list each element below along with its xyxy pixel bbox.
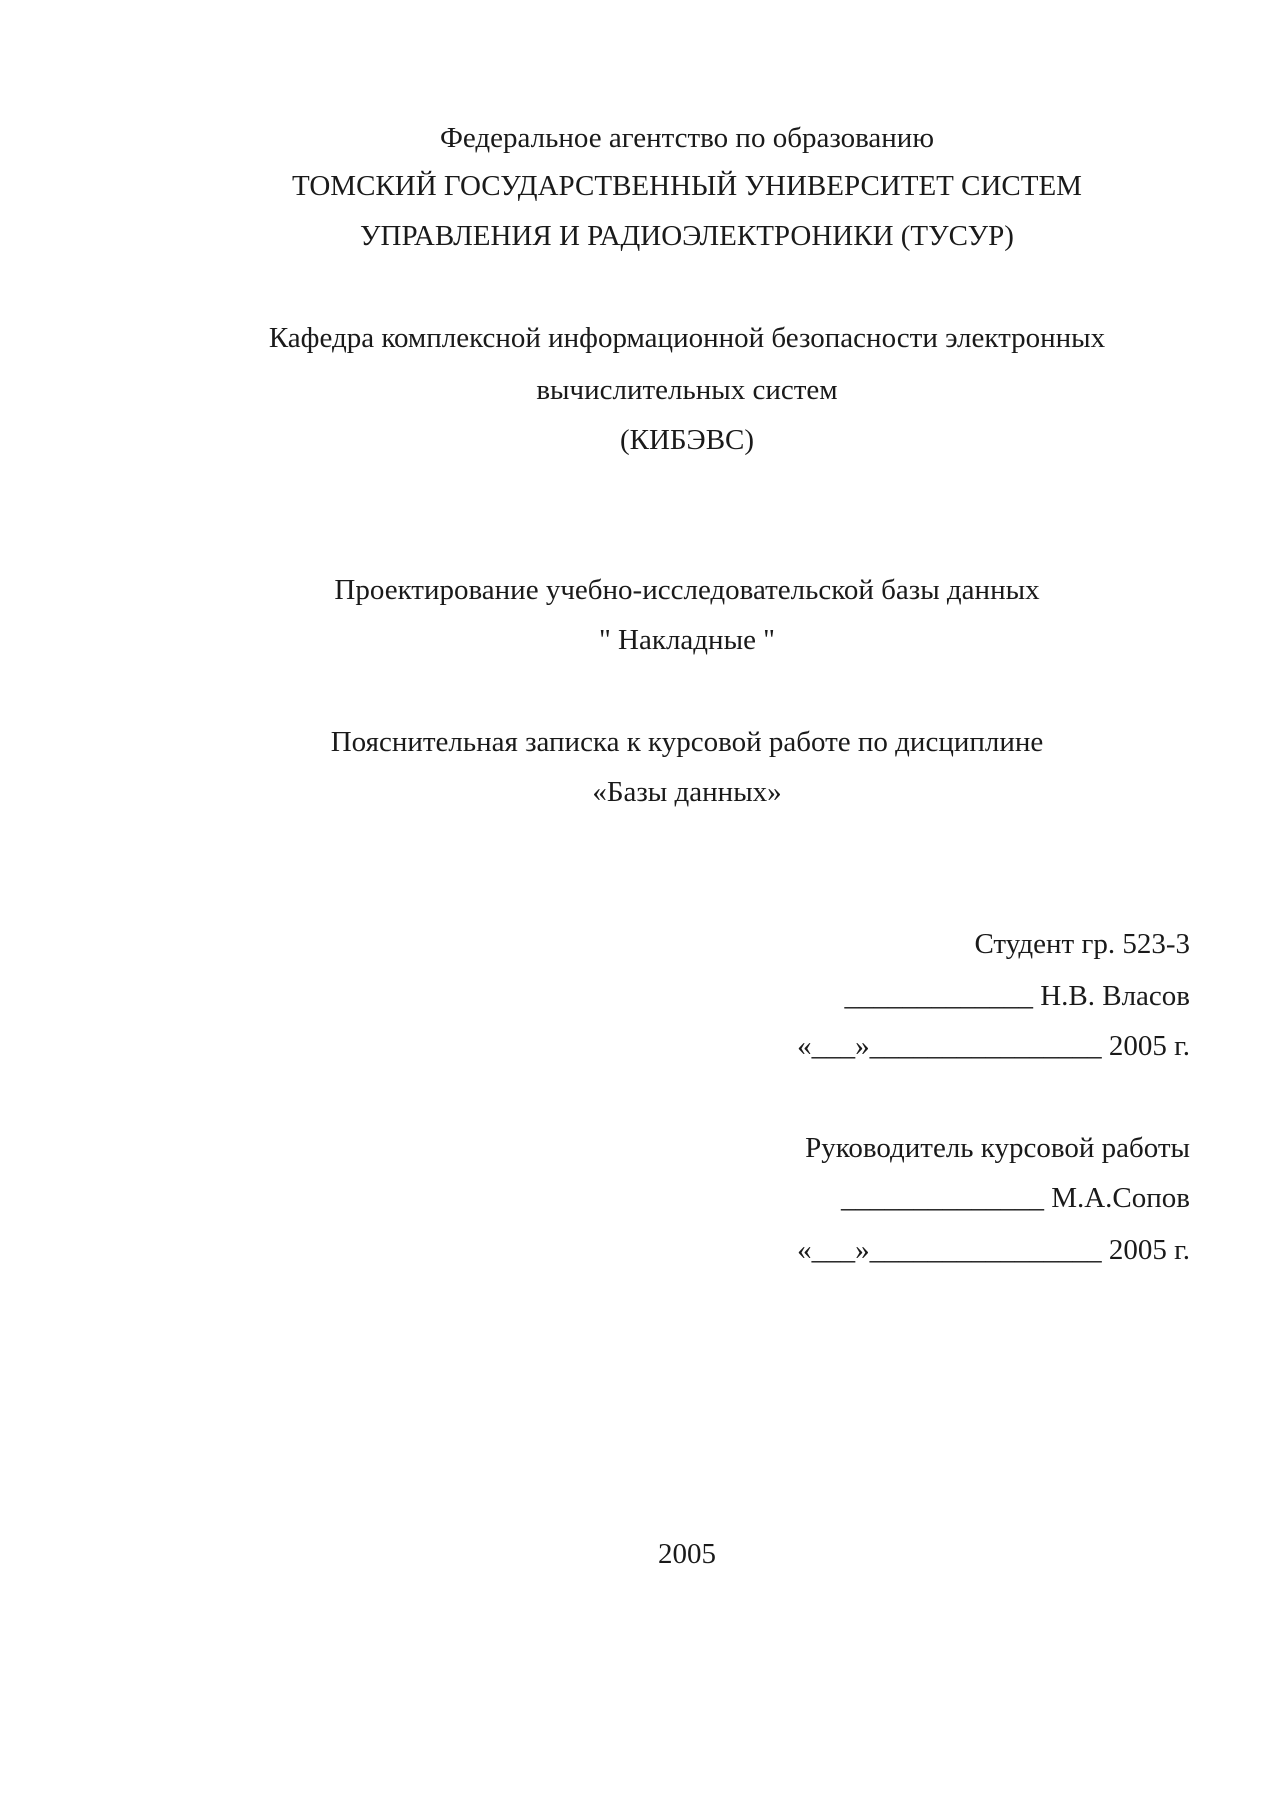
subtitle-line2: «Базы данных» (592, 776, 782, 808)
work-title-line1: Проектирование учебно-исследовательской базы данных (334, 574, 1040, 606)
student-date: «___»________________ 2005 г. (797, 1030, 1190, 1062)
supervisor-signature: ______________ М.А.Сопов (840, 1182, 1190, 1214)
supervisor-label: Руководитель курсовой работы (805, 1132, 1190, 1164)
university-name-line1: ТОМСКИЙ ГОСУДАРСТВЕННЫЙ УНИВЕРСИТЕТ СИСТЕМ (292, 170, 1082, 202)
department-name-line1: Кафедра комплексной информационной безопасности электронных (268, 322, 1106, 354)
department-name-line2: вычислительных систем (536, 374, 838, 406)
work-title-line2: " Накладные " (598, 624, 776, 656)
agency-name: Федеральное агентство по образованию (439, 122, 934, 154)
department-abbr: (КИБЭВС) (619, 424, 755, 456)
subtitle-line1: Пояснительная записка к курсовой работе по дисциплине (330, 726, 1044, 758)
university-name-line2: УПРАВЛЕНИЯ И РАДИОЭЛЕКТРОНИКИ (ТУСУР) (360, 220, 1014, 252)
footer-year: 2005 (658, 1538, 716, 1570)
student-label: Студент гр. 523-3 (974, 928, 1190, 960)
student-signature: _____________ Н.В. Власов (844, 980, 1190, 1012)
supervisor-date: «___»________________ 2005 г. (797, 1234, 1190, 1266)
